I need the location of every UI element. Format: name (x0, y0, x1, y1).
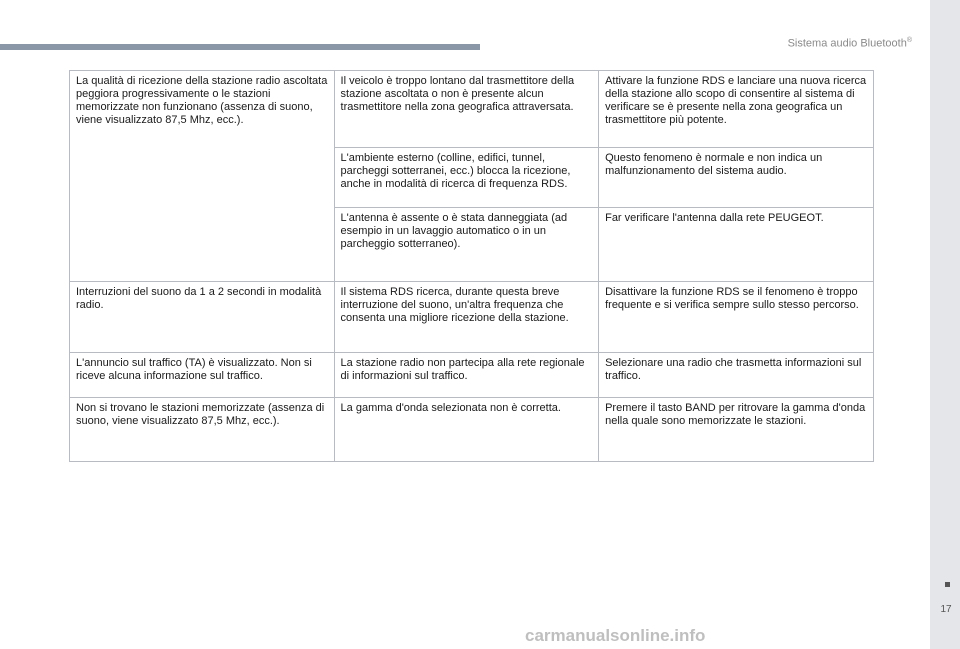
solution-cell: Questo fenomeno è normale e non indica un malfunzionamento del sistema audio. (599, 148, 874, 208)
page-number: 17 (940, 604, 952, 615)
table-row (70, 398, 874, 462)
problem-cell: Interruzioni del suono da 1 a 2 secondi in modalità radio. (70, 282, 335, 353)
page-side-strip (930, 0, 960, 649)
cause-cell: La stazione radio non partecipa alla rete regionale di informazioni sul traffico. (334, 353, 599, 398)
troubleshooting-table (69, 70, 874, 462)
solution-cell: Premere il tasto BAND per ritrovare la gamma d'onda nella quale sono memorizzate le stazioni. (599, 398, 874, 462)
table-row (70, 353, 874, 398)
page-marker (945, 582, 950, 587)
solution-cell: Attivare la funzione RDS e lanciare una nuova ricerca della stazione allo scopo di consentire al sistema di verificare se è presente nella zona geografica un trasmettitore più potente. (599, 71, 874, 148)
cause-cell: Il sistema RDS ricerca, durante questa breve interruzione del suono, un'altra frequenza che consenta una migliore ricezione della stazione. (334, 282, 599, 353)
solution-cell: Selezionare una radio che trasmetta informazioni sul traffico. (599, 353, 874, 398)
cause-cell: Il veicolo è troppo lontano dal trasmettitore della stazione ascoltata o non è presente alcun trasmettitore nella zona geografica attraversata. (334, 71, 599, 148)
registered-mark: ® (906, 37, 912, 44)
problem-cell: L'annuncio sul traffico (TA) è visualizzato. Non si riceve alcuna informazione sul traffico. (70, 353, 335, 398)
problem-cell: La qualità di ricezione della stazione radio ascoltata peggiora progressivamente o le stazioni memorizzate non funzionano (assenza di suono, viene visualizzato 87,5 Mhz, ecc.). (70, 71, 335, 282)
cause-cell: L'ambiente esterno (colline, edifici, tunnel, parcheggi sotterranei, ecc.) blocca la ricezione, anche in modalità di ricerca di frequenza RDS. (334, 148, 599, 208)
problem-cell: Non si trovano le stazioni memorizzate (assenza di suono, viene visualizzato 87,5 Mhz, ecc.). (70, 398, 335, 462)
cause-cell: L'antenna è assente o è stata danneggiata (ad esempio in un lavaggio automatico o in un parcheggio sotterraneo). (334, 208, 599, 282)
table-row (70, 71, 874, 148)
header-accent-bar (0, 44, 480, 50)
solution-cell: Disattivare la funzione RDS se il fenomeno è troppo frequente e si verifica sempre sullo stesso percorso. (599, 282, 874, 353)
section-title: Sistema audio Bluetooth® (787, 37, 912, 50)
solution-cell: Far verificare l'antenna dalla rete PEUGEOT. (599, 208, 874, 282)
table-row (70, 282, 874, 353)
watermark: carmanualsonline.info (525, 626, 706, 645)
cause-cell: La gamma d'onda selezionata non è corretta. (334, 398, 599, 462)
